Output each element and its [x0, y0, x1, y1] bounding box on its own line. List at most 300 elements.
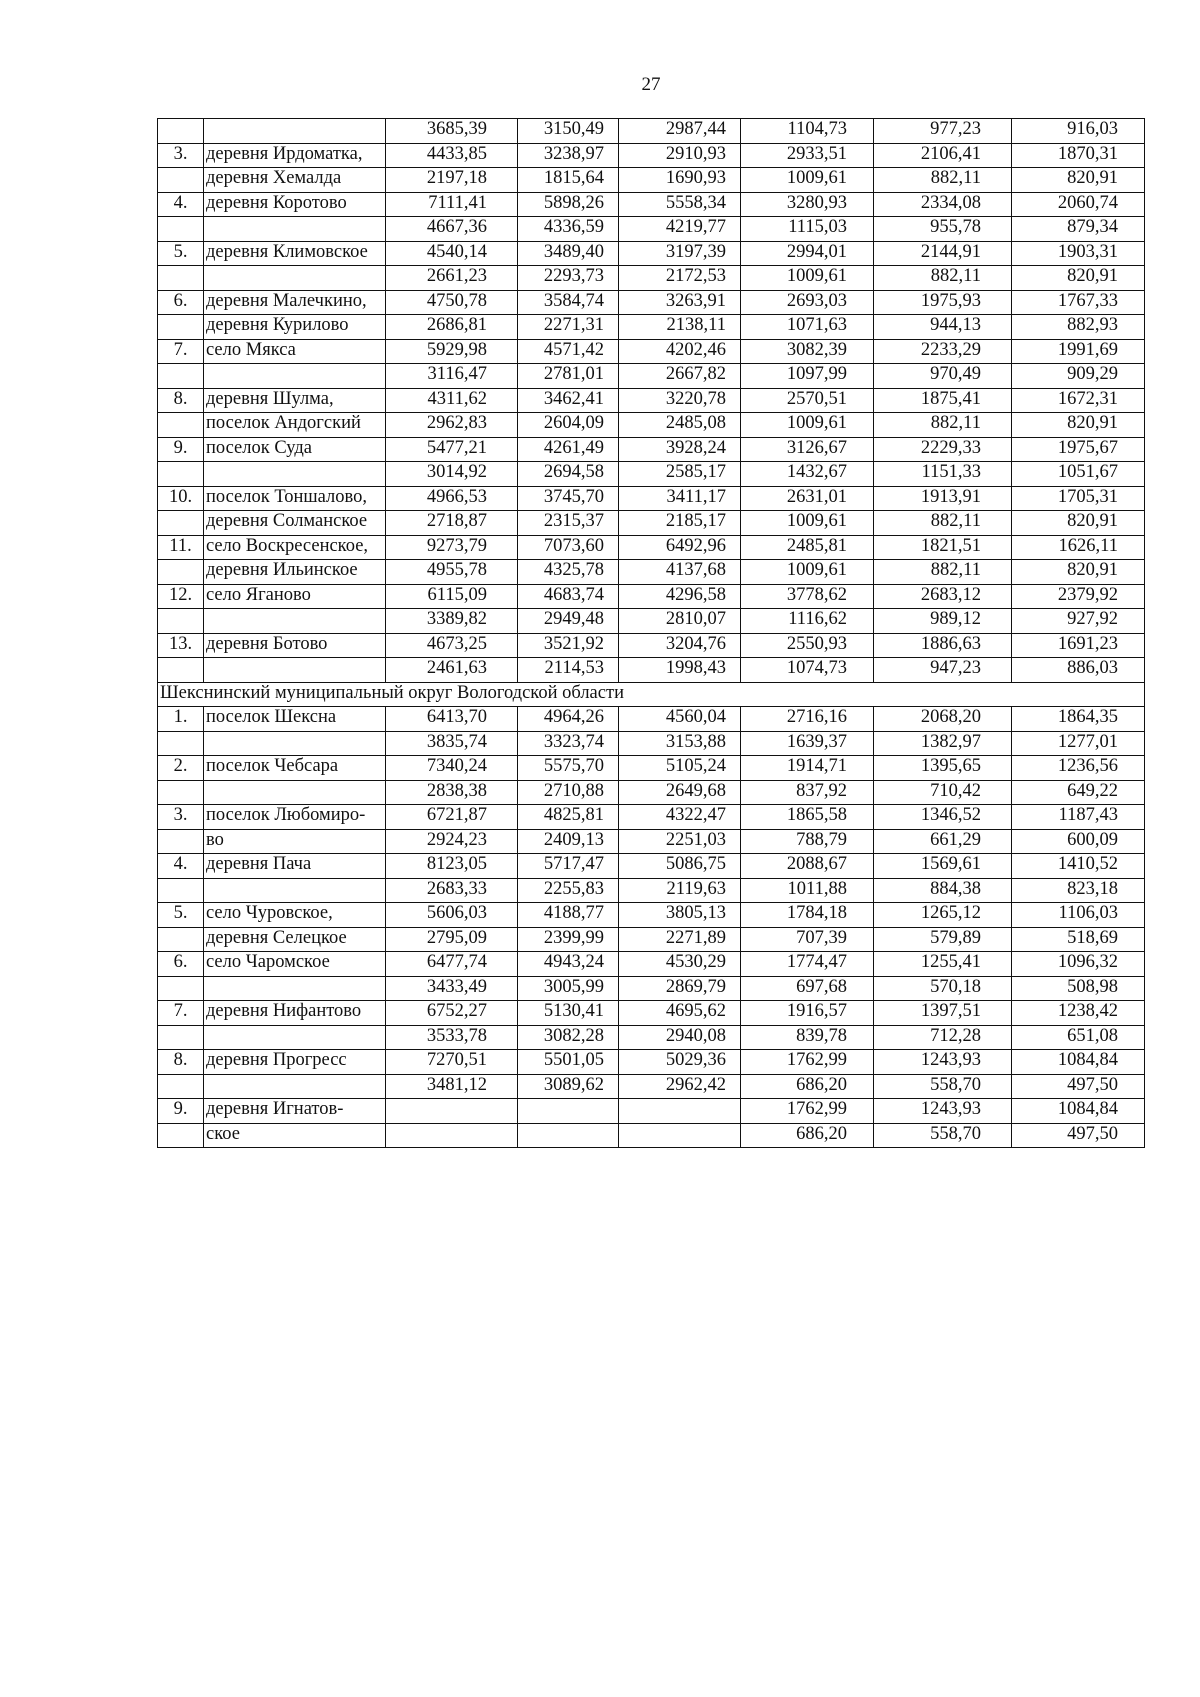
- value-cell: 788,79: [741, 829, 874, 854]
- table-row: [158, 1123, 1145, 1148]
- value-cell: 1691,23: [1012, 633, 1145, 658]
- row-number: 8.: [158, 388, 204, 413]
- value-cell: 7340,24: [386, 756, 518, 781]
- tariff-table: [157, 118, 1145, 1148]
- settlement-name: деревня Ботово: [204, 633, 386, 658]
- value-cell: 1569,61: [874, 854, 1012, 879]
- value-cell: 558,70: [874, 1123, 1012, 1148]
- value-cell: 1903,31: [1012, 241, 1145, 266]
- value-cell: 4433,85: [386, 143, 518, 168]
- value-cell: 927,92: [1012, 609, 1145, 634]
- value-cell: 5029,36: [619, 1050, 741, 1075]
- value-cell: 3745,70: [518, 486, 619, 511]
- value-cell: 7111,41: [386, 192, 518, 217]
- settlement-name: деревня Шулма,: [204, 388, 386, 413]
- value-cell: 1815,64: [518, 168, 619, 193]
- table-row: [158, 437, 1145, 462]
- settlement-name: [204, 217, 386, 242]
- value-cell: 6115,09: [386, 584, 518, 609]
- value-cell: 916,03: [1012, 119, 1145, 144]
- value-cell: 2172,53: [619, 266, 741, 291]
- value-cell: 3126,67: [741, 437, 874, 462]
- settlement-name: село Мякса: [204, 339, 386, 364]
- row-number: [158, 462, 204, 487]
- value-cell: 1382,97: [874, 731, 1012, 756]
- value-cell: 5575,70: [518, 756, 619, 781]
- table-row: [158, 241, 1145, 266]
- value-cell: 2485,08: [619, 413, 741, 438]
- value-cell: 3411,17: [619, 486, 741, 511]
- row-number: [158, 609, 204, 634]
- row-number: 7.: [158, 1001, 204, 1026]
- table-row: [158, 535, 1145, 560]
- table-row: [158, 658, 1145, 683]
- value-cell: 3150,49: [518, 119, 619, 144]
- value-cell: 2229,33: [874, 437, 1012, 462]
- value-cell: 6492,96: [619, 535, 741, 560]
- value-cell: 4261,49: [518, 437, 619, 462]
- table-row: [158, 143, 1145, 168]
- value-cell: 1255,41: [874, 952, 1012, 977]
- value-cell: 3389,82: [386, 609, 518, 634]
- value-cell: 1672,31: [1012, 388, 1145, 413]
- value-cell: 3323,74: [518, 731, 619, 756]
- row-number: 9.: [158, 437, 204, 462]
- value-cell: 3116,47: [386, 364, 518, 389]
- value-cell: 2114,53: [518, 658, 619, 683]
- table-row: [158, 217, 1145, 242]
- value-cell: 1011,88: [741, 878, 874, 903]
- value-cell: 1116,62: [741, 609, 874, 634]
- row-number: 5.: [158, 903, 204, 928]
- value-cell: 1432,67: [741, 462, 874, 487]
- row-number: [158, 560, 204, 585]
- table-row: [158, 462, 1145, 487]
- value-cell: 820,91: [1012, 168, 1145, 193]
- value-cell: 4137,68: [619, 560, 741, 585]
- table-row: [158, 780, 1145, 805]
- value-cell: 1410,52: [1012, 854, 1145, 879]
- value-cell: 882,11: [874, 266, 1012, 291]
- value-cell: 823,18: [1012, 878, 1145, 903]
- value-cell: 1916,57: [741, 1001, 874, 1026]
- value-cell: 1096,32: [1012, 952, 1145, 977]
- table-row: [158, 707, 1145, 732]
- value-cell: 4673,25: [386, 633, 518, 658]
- value-cell: 1975,67: [1012, 437, 1145, 462]
- value-cell: 2144,91: [874, 241, 1012, 266]
- value-cell: 2461,63: [386, 658, 518, 683]
- value-cell: 3778,62: [741, 584, 874, 609]
- table-row: [158, 1025, 1145, 1050]
- value-cell: 1115,03: [741, 217, 874, 242]
- value-cell: 2550,93: [741, 633, 874, 658]
- value-cell: 2604,09: [518, 413, 619, 438]
- row-number: [158, 1123, 204, 1148]
- table-row: [158, 903, 1145, 928]
- settlement-name: село Яганово: [204, 584, 386, 609]
- region-title: Шекснинский муниципальный округ Вологодской области: [158, 682, 1145, 707]
- value-cell: 1009,61: [741, 266, 874, 291]
- value-cell: 1914,71: [741, 756, 874, 781]
- table-row: [158, 976, 1145, 1001]
- value-cell: 2838,38: [386, 780, 518, 805]
- value-cell: 649,22: [1012, 780, 1145, 805]
- settlement-name: во: [204, 829, 386, 854]
- value-cell: 1277,01: [1012, 731, 1145, 756]
- value-cell: 3082,39: [741, 339, 874, 364]
- value-cell: 2315,37: [518, 511, 619, 536]
- value-cell: 820,91: [1012, 560, 1145, 585]
- value-cell: 2686,81: [386, 315, 518, 340]
- value-cell: 1397,51: [874, 1001, 1012, 1026]
- value-cell: 3533,78: [386, 1025, 518, 1050]
- table-row: [158, 560, 1145, 585]
- row-number: 3.: [158, 143, 204, 168]
- row-number: [158, 168, 204, 193]
- value-cell: 1051,67: [1012, 462, 1145, 487]
- value-cell: 686,20: [741, 1123, 874, 1148]
- value-cell: 2138,11: [619, 315, 741, 340]
- value-cell: 558,70: [874, 1074, 1012, 1099]
- value-cell: 2683,12: [874, 584, 1012, 609]
- value-cell: 4296,58: [619, 584, 741, 609]
- value-cell: 977,23: [874, 119, 1012, 144]
- value-cell: 944,13: [874, 315, 1012, 340]
- row-number: [158, 976, 204, 1001]
- row-number: [158, 119, 204, 144]
- value-cell: 3263,91: [619, 290, 741, 315]
- value-cell: 518,69: [1012, 927, 1145, 952]
- value-cell: 1821,51: [874, 535, 1012, 560]
- row-number: 4.: [158, 192, 204, 217]
- table-row: [158, 584, 1145, 609]
- value-cell: 4964,26: [518, 707, 619, 732]
- value-cell: 1626,11: [1012, 535, 1145, 560]
- value-cell: [518, 1099, 619, 1124]
- value-cell: [386, 1123, 518, 1148]
- settlement-name: поселок Чебсара: [204, 756, 386, 781]
- value-cell: 4202,46: [619, 339, 741, 364]
- value-cell: 2251,03: [619, 829, 741, 854]
- table-row: [158, 339, 1145, 364]
- value-cell: 2334,08: [874, 192, 1012, 217]
- value-cell: 2810,07: [619, 609, 741, 634]
- value-cell: 1991,69: [1012, 339, 1145, 364]
- settlement-name: [204, 878, 386, 903]
- settlement-name: деревня Нифантово: [204, 1001, 386, 1026]
- value-cell: 2661,23: [386, 266, 518, 291]
- value-cell: 1097,99: [741, 364, 874, 389]
- value-cell: 3928,24: [619, 437, 741, 462]
- row-number: 1.: [158, 707, 204, 732]
- value-cell: 5929,98: [386, 339, 518, 364]
- row-number: [158, 1025, 204, 1050]
- value-cell: 2649,68: [619, 780, 741, 805]
- value-cell: 3835,74: [386, 731, 518, 756]
- value-cell: 1913,91: [874, 486, 1012, 511]
- value-cell: 3481,12: [386, 1074, 518, 1099]
- table-row: [158, 829, 1145, 854]
- value-cell: 1236,56: [1012, 756, 1145, 781]
- settlement-name: село Воскресенское,: [204, 535, 386, 560]
- settlement-name: деревня Климовское: [204, 241, 386, 266]
- value-cell: 1975,93: [874, 290, 1012, 315]
- value-cell: 1106,03: [1012, 903, 1145, 928]
- value-cell: 2716,16: [741, 707, 874, 732]
- value-cell: 2119,63: [619, 878, 741, 903]
- row-number: [158, 364, 204, 389]
- table-row: [158, 1050, 1145, 1075]
- value-cell: 1998,43: [619, 658, 741, 683]
- row-number: [158, 315, 204, 340]
- table-row: [158, 878, 1145, 903]
- table-row: [158, 1001, 1145, 1026]
- table-row: [158, 486, 1145, 511]
- value-cell: 1774,47: [741, 952, 874, 977]
- value-cell: 2910,93: [619, 143, 741, 168]
- table-row: [158, 927, 1145, 952]
- value-cell: 886,03: [1012, 658, 1145, 683]
- settlement-name: поселок Суда: [204, 437, 386, 462]
- value-cell: 2255,83: [518, 878, 619, 903]
- value-cell: 1265,12: [874, 903, 1012, 928]
- row-number: 10.: [158, 486, 204, 511]
- table-row: [158, 854, 1145, 879]
- settlement-name: поселок Тоншалово,: [204, 486, 386, 511]
- settlement-name: деревня Курилово: [204, 315, 386, 340]
- value-cell: 4325,78: [518, 560, 619, 585]
- table-body: [158, 119, 1145, 1148]
- value-cell: 3462,41: [518, 388, 619, 413]
- value-cell: 882,93: [1012, 315, 1145, 340]
- value-cell: 4825,81: [518, 805, 619, 830]
- value-cell: 697,68: [741, 976, 874, 1001]
- value-cell: 3280,93: [741, 192, 874, 217]
- value-cell: 2233,29: [874, 339, 1012, 364]
- value-cell: 570,18: [874, 976, 1012, 1001]
- table-row: [158, 315, 1145, 340]
- row-number: 6.: [158, 952, 204, 977]
- table-row: [158, 805, 1145, 830]
- value-cell: 2409,13: [518, 829, 619, 854]
- settlement-name: деревня Коротово: [204, 192, 386, 217]
- settlement-name: [204, 780, 386, 805]
- value-cell: [619, 1123, 741, 1148]
- value-cell: 1690,93: [619, 168, 741, 193]
- value-cell: 4943,24: [518, 952, 619, 977]
- value-cell: 5105,24: [619, 756, 741, 781]
- value-cell: 1071,63: [741, 315, 874, 340]
- value-cell: 820,91: [1012, 266, 1145, 291]
- settlement-name: деревня Прогресс: [204, 1050, 386, 1075]
- settlement-name: [204, 266, 386, 291]
- row-number: 6.: [158, 290, 204, 315]
- value-cell: 1009,61: [741, 511, 874, 536]
- row-number: [158, 266, 204, 291]
- value-cell: 4695,62: [619, 1001, 741, 1026]
- value-cell: 2987,44: [619, 119, 741, 144]
- value-cell: 686,20: [741, 1074, 874, 1099]
- settlement-name: [204, 119, 386, 144]
- value-cell: 6413,70: [386, 707, 518, 732]
- value-cell: 1009,61: [741, 413, 874, 438]
- settlement-name: деревня Ильинское: [204, 560, 386, 585]
- value-cell: 2088,67: [741, 854, 874, 879]
- row-number: 8.: [158, 1050, 204, 1075]
- value-cell: 2933,51: [741, 143, 874, 168]
- table-row: [158, 168, 1145, 193]
- row-number: [158, 878, 204, 903]
- value-cell: 4219,77: [619, 217, 741, 242]
- value-cell: 2962,42: [619, 1074, 741, 1099]
- value-cell: 7270,51: [386, 1050, 518, 1075]
- row-number: 2.: [158, 756, 204, 781]
- value-cell: 2718,87: [386, 511, 518, 536]
- table-row: [158, 731, 1145, 756]
- value-cell: 3197,39: [619, 241, 741, 266]
- value-cell: 3220,78: [619, 388, 741, 413]
- value-cell: 1762,99: [741, 1099, 874, 1124]
- value-cell: 497,50: [1012, 1123, 1145, 1148]
- table-row: [158, 633, 1145, 658]
- value-cell: 839,78: [741, 1025, 874, 1050]
- table-row: [158, 119, 1145, 144]
- settlement-name: село Чуровское,: [204, 903, 386, 928]
- value-cell: 820,91: [1012, 413, 1145, 438]
- row-number: [158, 217, 204, 242]
- value-cell: 1395,65: [874, 756, 1012, 781]
- value-cell: 2570,51: [741, 388, 874, 413]
- value-cell: 1767,33: [1012, 290, 1145, 315]
- value-cell: 4571,42: [518, 339, 619, 364]
- value-cell: 4311,62: [386, 388, 518, 413]
- settlement-name: ское: [204, 1123, 386, 1148]
- value-cell: 3082,28: [518, 1025, 619, 1050]
- settlement-name: [204, 1025, 386, 1050]
- value-cell: 2379,92: [1012, 584, 1145, 609]
- value-cell: 970,49: [874, 364, 1012, 389]
- value-cell: 2962,83: [386, 413, 518, 438]
- row-number: 3.: [158, 805, 204, 830]
- value-cell: 1864,35: [1012, 707, 1145, 732]
- value-cell: 882,11: [874, 168, 1012, 193]
- value-cell: 1865,58: [741, 805, 874, 830]
- value-cell: 4560,04: [619, 707, 741, 732]
- value-cell: 3089,62: [518, 1074, 619, 1099]
- settlement-name: деревня Игнатов-: [204, 1099, 386, 1124]
- value-cell: [386, 1099, 518, 1124]
- value-cell: 712,28: [874, 1025, 1012, 1050]
- value-cell: 882,11: [874, 413, 1012, 438]
- value-cell: 2106,41: [874, 143, 1012, 168]
- value-cell: 2710,88: [518, 780, 619, 805]
- value-cell: 3238,97: [518, 143, 619, 168]
- table-row: [158, 290, 1145, 315]
- value-cell: 1151,33: [874, 462, 1012, 487]
- value-cell: 1084,84: [1012, 1099, 1145, 1124]
- value-cell: 1187,43: [1012, 805, 1145, 830]
- value-cell: 1346,52: [874, 805, 1012, 830]
- settlement-name: деревня Пача: [204, 854, 386, 879]
- value-cell: 2585,17: [619, 462, 741, 487]
- row-number: [158, 780, 204, 805]
- value-cell: 4955,78: [386, 560, 518, 585]
- value-cell: 879,34: [1012, 217, 1145, 242]
- settlement-name: [204, 976, 386, 1001]
- value-cell: 3584,74: [518, 290, 619, 315]
- value-cell: 2271,31: [518, 315, 619, 340]
- value-cell: 1238,42: [1012, 1001, 1145, 1026]
- region-header-row: [158, 682, 1145, 707]
- page-number: 27: [641, 74, 661, 95]
- value-cell: 4336,59: [518, 217, 619, 242]
- value-cell: 6752,27: [386, 1001, 518, 1026]
- value-cell: 1762,99: [741, 1050, 874, 1075]
- row-number: [158, 1074, 204, 1099]
- value-cell: 3805,13: [619, 903, 741, 928]
- value-cell: 820,91: [1012, 511, 1145, 536]
- value-cell: 6721,87: [386, 805, 518, 830]
- value-cell: 2185,17: [619, 511, 741, 536]
- value-cell: 7073,60: [518, 535, 619, 560]
- value-cell: 4750,78: [386, 290, 518, 315]
- settlement-name: поселок Андогский: [204, 413, 386, 438]
- row-number: 11.: [158, 535, 204, 560]
- value-cell: 2293,73: [518, 266, 619, 291]
- table-row: [158, 413, 1145, 438]
- value-cell: 3685,39: [386, 119, 518, 144]
- table-row: [158, 1099, 1145, 1124]
- value-cell: 909,29: [1012, 364, 1145, 389]
- value-cell: 6477,74: [386, 952, 518, 977]
- table-row: [158, 364, 1145, 389]
- settlement-name: [204, 731, 386, 756]
- value-cell: 1639,37: [741, 731, 874, 756]
- value-cell: 5477,21: [386, 437, 518, 462]
- value-cell: 2485,81: [741, 535, 874, 560]
- settlement-name: деревня Ирдоматка,: [204, 143, 386, 168]
- value-cell: 1886,63: [874, 633, 1012, 658]
- settlement-name: [204, 462, 386, 487]
- settlement-name: деревня Селецкое: [204, 927, 386, 952]
- value-cell: 3204,76: [619, 633, 741, 658]
- value-cell: 600,09: [1012, 829, 1145, 854]
- value-cell: 9273,79: [386, 535, 518, 560]
- value-cell: 1074,73: [741, 658, 874, 683]
- value-cell: 2667,82: [619, 364, 741, 389]
- value-cell: 1243,93: [874, 1050, 1012, 1075]
- value-cell: 4322,47: [619, 805, 741, 830]
- value-cell: 4966,53: [386, 486, 518, 511]
- value-cell: 1009,61: [741, 560, 874, 585]
- value-cell: 3153,88: [619, 731, 741, 756]
- table-row: [158, 388, 1145, 413]
- settlement-name: [204, 364, 386, 389]
- table-row: [158, 266, 1145, 291]
- table-row: [158, 192, 1145, 217]
- settlement-name: [204, 1074, 386, 1099]
- value-cell: 1104,73: [741, 119, 874, 144]
- settlement-name: поселок Любомиро-: [204, 805, 386, 830]
- value-cell: 947,23: [874, 658, 1012, 683]
- row-number: 9.: [158, 1099, 204, 1124]
- value-cell: 579,89: [874, 927, 1012, 952]
- value-cell: 3489,40: [518, 241, 619, 266]
- value-cell: 1875,41: [874, 388, 1012, 413]
- value-cell: 4188,77: [518, 903, 619, 928]
- value-cell: 4667,36: [386, 217, 518, 242]
